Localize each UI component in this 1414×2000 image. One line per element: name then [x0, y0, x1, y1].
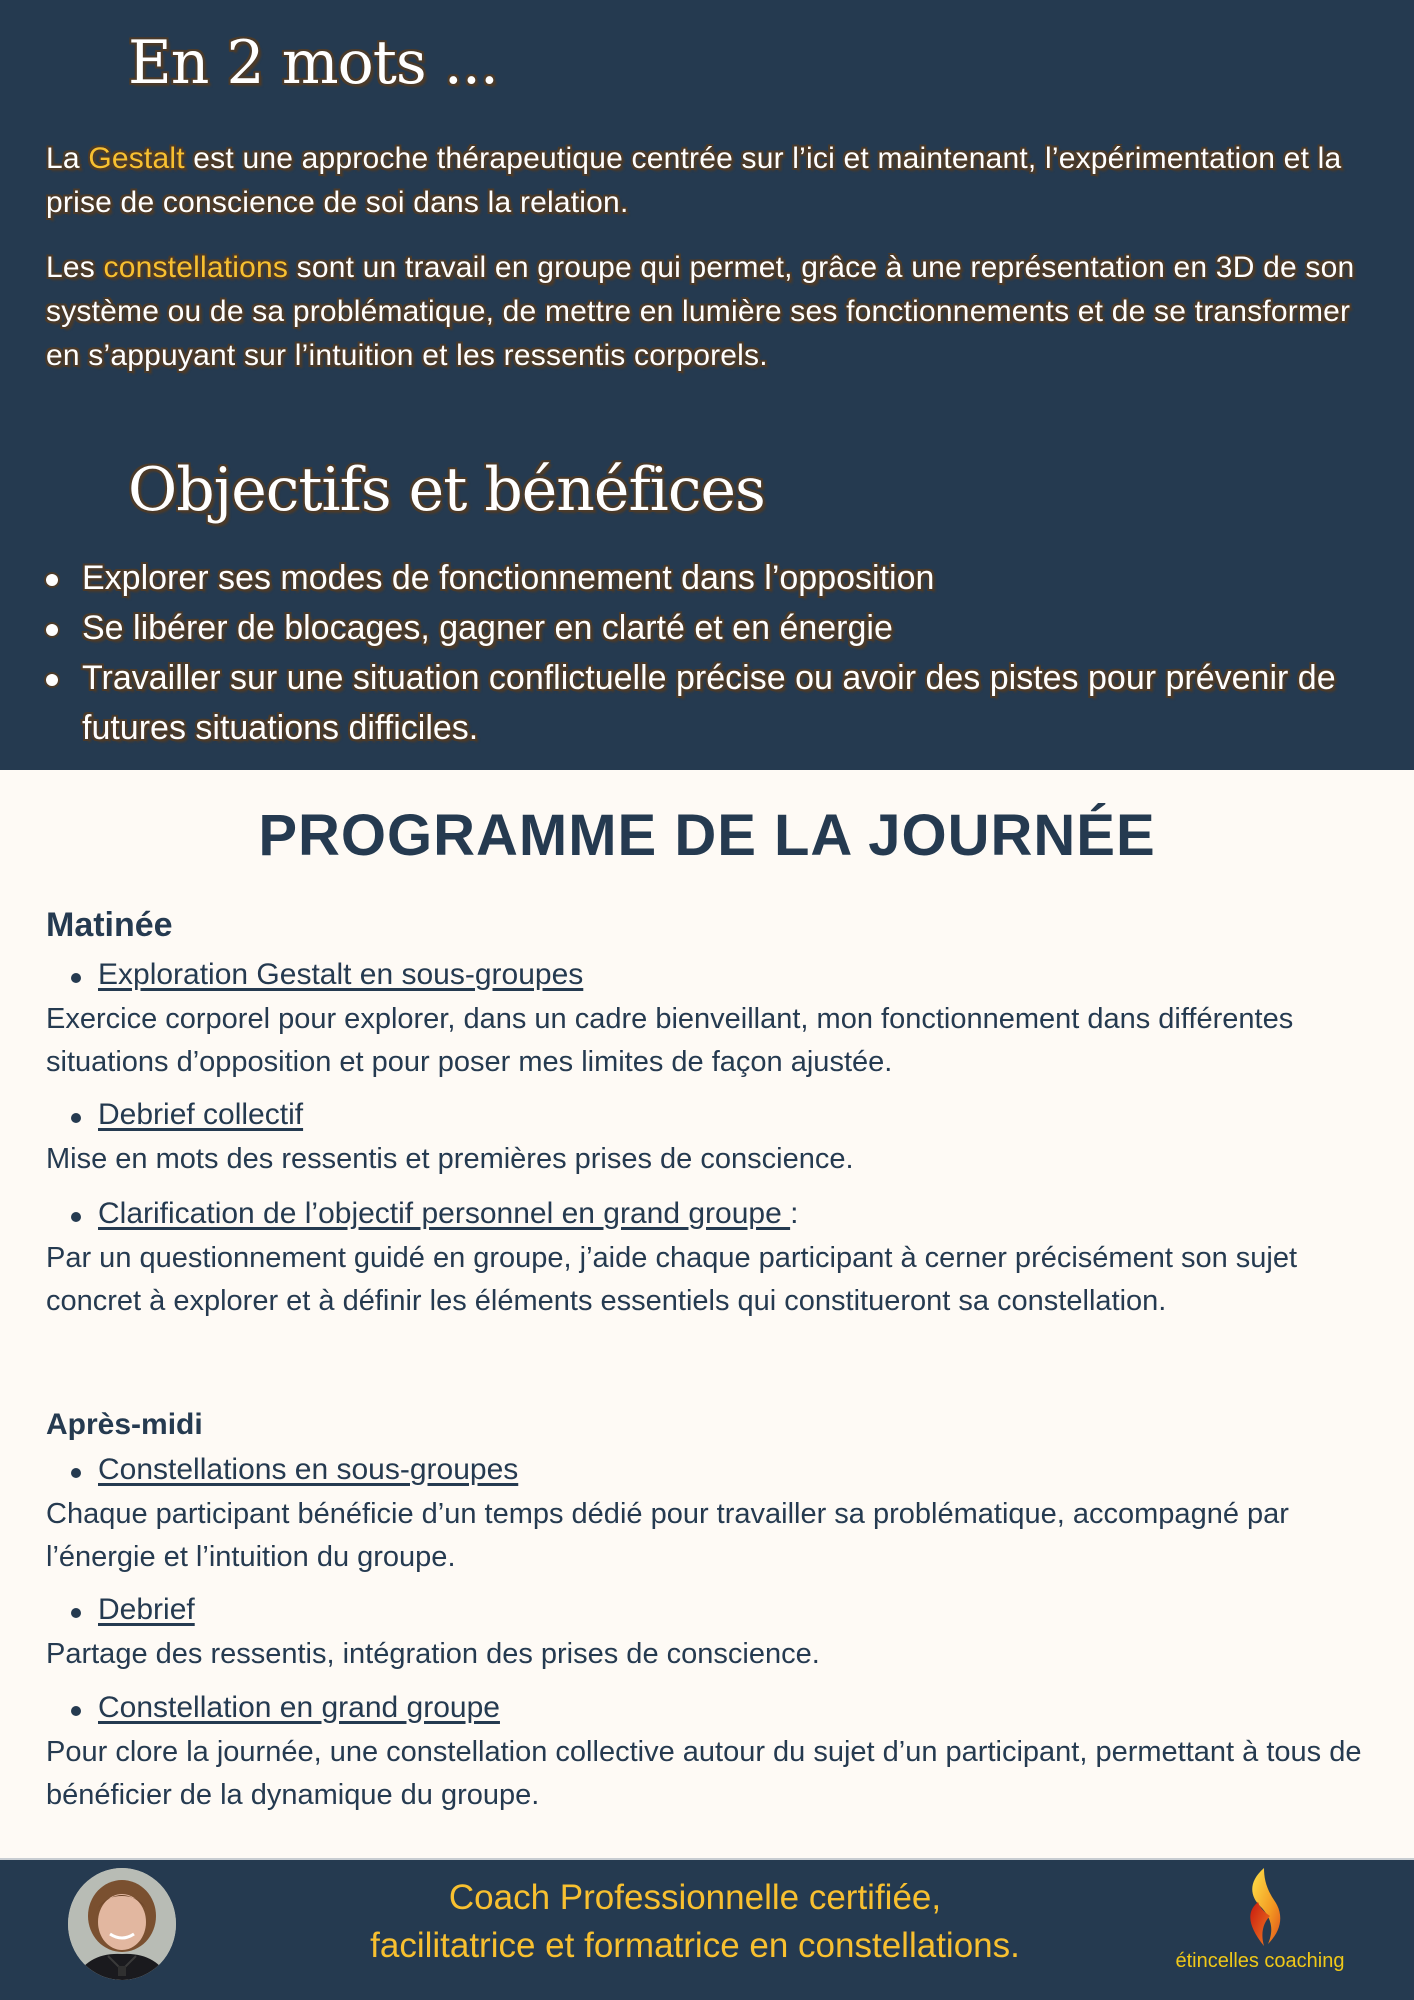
programme-item-suffix: : [790, 1197, 799, 1230]
flame-icon [1160, 1866, 1360, 1950]
logo-text: étincelles coaching [1175, 1950, 1345, 1972]
avatar [68, 1868, 176, 1980]
bullet-icon [71, 1608, 81, 1618]
bullet-icon [71, 1706, 81, 1716]
programme-item [98, 1691, 500, 1725]
afternoon-label: Après-midi [46, 1408, 203, 1441]
constellations-highlight: constellations [103, 251, 289, 284]
benefit-item [46, 603, 1386, 653]
gestalt-text-after: est une approche thérapeutique centrée sur l’ici et maintenant, l’expérimentation et la prise de conscience de soi dans la relation. [46, 142, 1342, 219]
morning-label: Matinée [46, 906, 173, 944]
constellations-text-after: sont un travail en groupe qui permet, grâce à une représentation en 3D de son système ou de sa problématique, de mettre en lumière ses fonctionnements et de se transformer en s’appuyant sur l’intuition et les ressentis corporels. [46, 251, 1355, 372]
benefit-text: Se libérer de blocages, gagner en clarté et en énergie [82, 609, 893, 647]
gestalt-highlight: Gestalt [88, 142, 185, 175]
bullet-icon [71, 1113, 81, 1123]
programme-item [98, 1453, 518, 1487]
bullet-icon [71, 1468, 81, 1478]
intro-title: En 2 mots ... [128, 28, 498, 98]
portrait-photo-icon [68, 1868, 176, 1980]
bullet-icon [46, 624, 58, 636]
bullet-icon [71, 973, 81, 983]
footer-tagline [220, 1874, 1170, 1970]
programme-item-title: Constellations en sous-groupes [98, 1453, 519, 1486]
benefit-text: Travailler sur une situation conflictuelle précise ou avoir des pistes pour prévenir de futures situations difficiles. [82, 659, 1336, 747]
bullet-icon [46, 574, 58, 586]
footer-line-1: Coach Professionnelle certifiée, [448, 1878, 942, 1917]
benefits-list [46, 553, 1386, 753]
constellations-paragraph [46, 246, 1386, 378]
programme-item [98, 958, 583, 992]
programme-item-description: Partage des ressentis, intégration des prises de conscience. [46, 1638, 820, 1670]
programme-item-description: Exercice corporel pour explorer, dans un cadre bienveillant, mon fonctionnement dans différentes situations d’opposition et pour poser mes limites de façon ajustée. [46, 1003, 1294, 1078]
programme-item [98, 1197, 798, 1231]
intro-section [0, 0, 1414, 770]
programme-item-description: Mise en mots des ressentis et premières prises de conscience. [46, 1143, 854, 1175]
programme-item-description: Chaque participant bénéficie d’un temps dédié pour travailler sa problématique, accompagné par l’énergie et l’intuition du groupe. [46, 1498, 1289, 1573]
programme-item-description: Par un questionnement guidé en groupe, j’aide chaque participant à cerner précisément son sujet concret à explorer et à définir les éléments essentiels qui constitueront sa constellation. [46, 1242, 1298, 1317]
programme-item-title: Debrief [98, 1593, 195, 1626]
benefit-item [46, 553, 1386, 603]
bullet-icon [71, 1212, 81, 1222]
programme-item-title: Clarification de l’objectif personnel en grand groupe [98, 1197, 791, 1230]
constellations-text-before: Les [46, 251, 104, 284]
gestalt-text-before: La [46, 142, 89, 175]
programme-item-title: Exploration Gestalt en sous-groupes [98, 958, 584, 991]
programme-item [98, 1098, 303, 1132]
bullet-icon [46, 674, 58, 686]
footer-line-2: facilitatrice et formatrice en constellations. [370, 1926, 1020, 1965]
logo [1160, 1866, 1360, 1976]
programme-item-title: Debrief collectif [98, 1098, 304, 1131]
benefit-text: Explorer ses modes de fonctionnement dans l’opposition [82, 559, 935, 597]
benefits-title: Objectifs et bénéfices [128, 455, 765, 525]
programme-item-description: Pour clore la journée, une constellation collective autour du sujet d’un participant, permettant à tous de bénéficier de la dynamique du groupe. [46, 1736, 1362, 1811]
programme-item-title: Constellation en grand groupe [98, 1691, 500, 1724]
programme-item [98, 1593, 195, 1627]
programme-title: PROGRAMME DE LA JOURNÉE [258, 803, 1156, 868]
footer [0, 1858, 1414, 2000]
gestalt-paragraph [46, 137, 1386, 225]
benefit-item [46, 653, 1386, 753]
